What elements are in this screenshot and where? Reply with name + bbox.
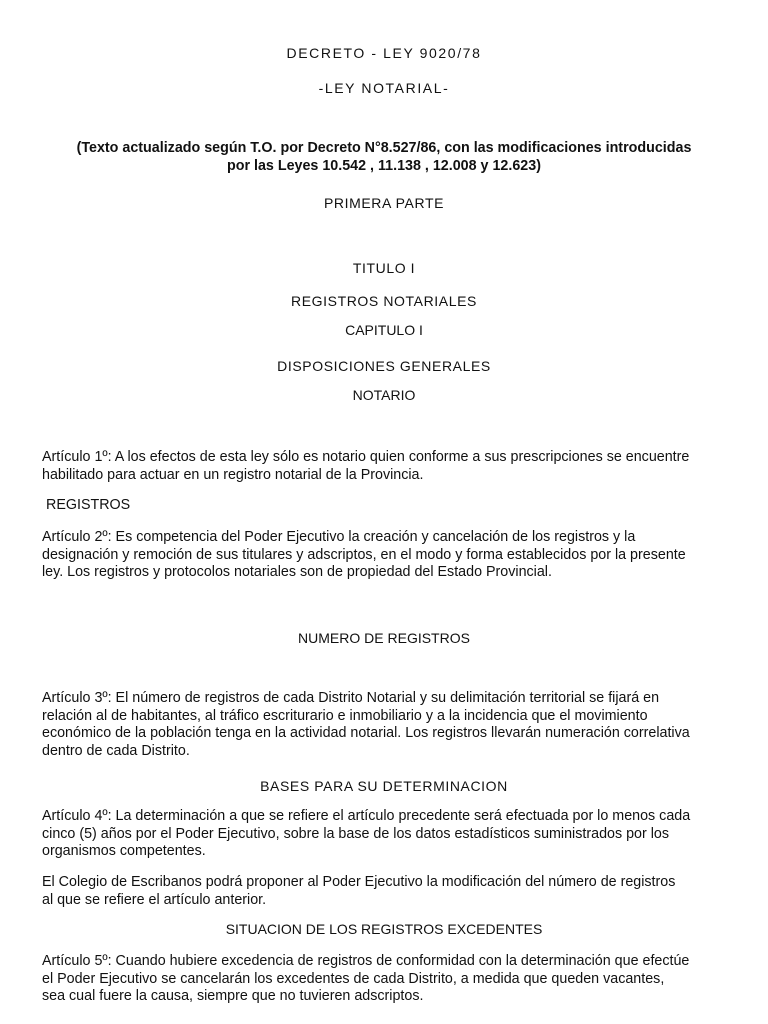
text-line: El Colegio de Escribanos podrá proponer al Poder Ejecutivo la modificación del número de registros [42, 874, 676, 890]
article-5 [42, 953, 732, 1006]
decree-title: DECRETO - LEY 9020/78 [286, 45, 482, 61]
text-line: Artículo 4º: La determinación a que se refiere el artículo precedente será efectuada por lo menos cada [42, 808, 691, 824]
text-line: cinco (5) años por el Poder Ejecutivo, sobre la base de los datos estadísticos suministrados por los [42, 825, 670, 842]
text-line: Artículo 1º: A los efectos de esta ley sólo es notario quien conforme a sus prescripciones se encuentre [42, 449, 690, 465]
text-line: Artículo 2º: Es competencia del Poder Ejecutivo la creación y cancelación de los registros y la [42, 529, 636, 545]
text-line: económico de la población tenga en la actividad notarial. Los registros llevarán numeración correlativa [42, 725, 690, 741]
text-line: dentro de cada Distrito. [42, 742, 190, 759]
notario-heading: NOTARIO [352, 387, 416, 403]
article-1 [42, 449, 732, 484]
text-line: relación al de habitantes, al tráfico escriturario e inmobiliario y a la incidencia que el movimiento [42, 707, 648, 724]
situacion-heading: SITUACION DE LOS REGISTROS EXCEDENTES [225, 921, 543, 937]
registros-notariales-heading: REGISTROS NOTARIALES [291, 293, 477, 309]
text-line: designación y remoción de sus titulares y adscriptos, en el modo y forma establecidos por la presente [42, 546, 686, 563]
disposiciones-heading: DISPOSICIONES GENERALES [277, 358, 491, 374]
numero-registros-heading: NUMERO DE REGISTROS [298, 630, 470, 646]
article-4 [42, 808, 732, 861]
update-note-line: (Texto actualizado según T.O. por Decreto N°8.527/86, con las modificaciones introducidas [76, 140, 692, 156]
text-line: organismos competentes. [42, 843, 206, 859]
article-2 [42, 529, 732, 582]
law-subtitle: -LEY NOTARIAL- [318, 80, 450, 96]
part-heading: PRIMERA PARTE [323, 195, 445, 211]
text-line: habilitado para actuar en un registro notarial de la Provincia. [42, 466, 424, 483]
colegio-paragraph [42, 874, 732, 909]
text-line: el Poder Ejecutivo se cancelarán los excedentes de cada Distrito, a medida que queden vacantes, [42, 970, 665, 987]
capitulo-heading: CAPITULO I [345, 322, 423, 338]
text-line: Artículo 5º: Cuando hubiere excedencia de registros de conformidad con la determinación que efectúe [42, 953, 690, 969]
text-line: ley. Los registros y protocolos notariales son de propiedad del Estado Provincial. [42, 564, 552, 580]
titulo-heading: TITULO I [352, 260, 416, 276]
article-3 [42, 690, 732, 760]
text-line: Artículo 3º: El número de registros de cada Distrito Notarial y su delimitación territorial se fijará en [42, 690, 660, 706]
text-line: al que se refiere el artículo anterior. [42, 891, 267, 908]
update-note-line: por las Leyes 10.542 , 11.138 , 12.008 y 12.623) [227, 158, 541, 174]
registros-heading: REGISTROS [46, 497, 131, 513]
text-line: sea cual fuere la causa, siempre que no tuvieren adscriptos. [42, 988, 424, 1004]
bases-heading: BASES PARA SU DETERMINACION [260, 778, 508, 794]
update-note [0, 139, 768, 175]
